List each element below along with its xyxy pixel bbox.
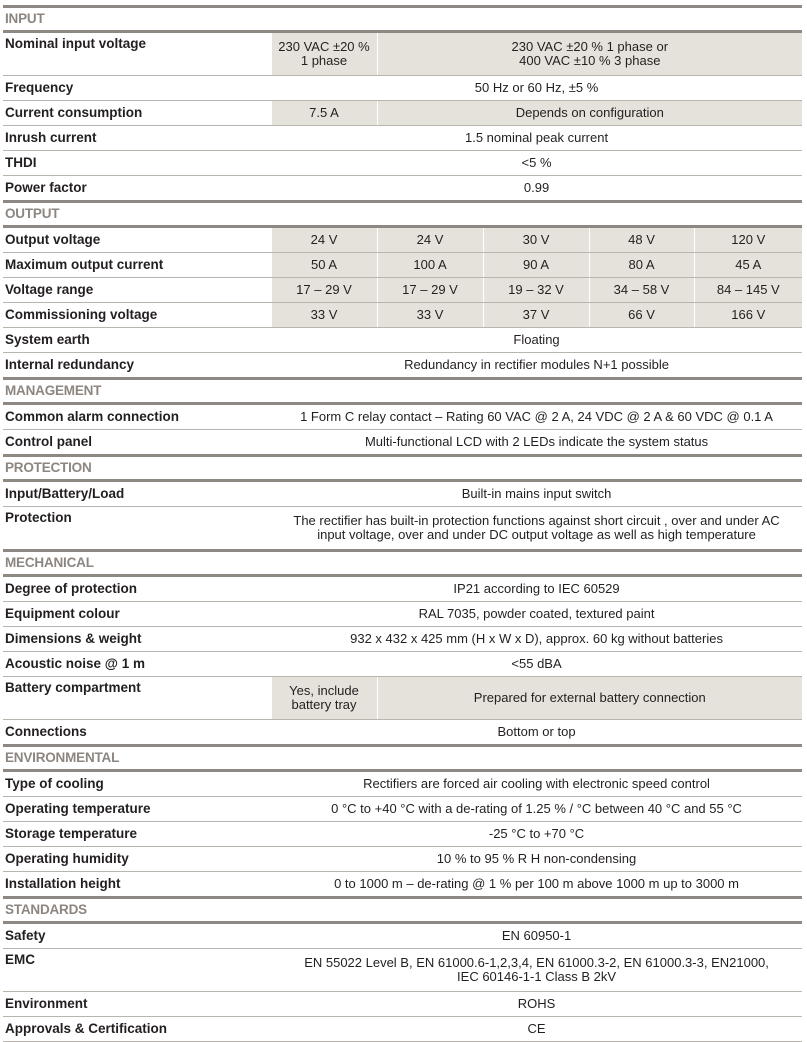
row-value: 10 % to 95 % R H non-condensing [271, 847, 802, 872]
table-row [3, 328, 802, 353]
table-row [3, 303, 802, 328]
row-value: Floating [271, 328, 802, 353]
table-row [3, 278, 802, 303]
table-row [3, 576, 802, 602]
table-row [3, 949, 802, 992]
section-output [3, 202, 802, 227]
row-label: Nominal input voltage [3, 32, 271, 76]
row-label: Safety [3, 923, 271, 949]
row-value: 1.5 nominal peak current [271, 126, 802, 151]
row-value: Multi-functional LCD with 2 LEDs indicate the system status [271, 430, 802, 456]
table-row [3, 992, 802, 1017]
row-value: <55 dBA [271, 652, 802, 677]
row-label: Operating humidity [3, 847, 271, 872]
section-mechanical [3, 551, 802, 576]
row-value: 34 – 58 V [589, 278, 694, 303]
row-label: Equipment colour [3, 602, 271, 627]
section-title: OUTPUT [3, 202, 802, 227]
section-title: INPUT [3, 7, 802, 32]
row-value: 66 V [589, 303, 694, 328]
row-value: Bottom or top [271, 720, 802, 746]
row-label: Internal redundancy [3, 353, 271, 379]
table-row [3, 430, 802, 456]
row-value: <5 % [271, 151, 802, 176]
row-value: 230 VAC ±20 % 1 phase [271, 32, 377, 76]
row-label: Connections [3, 720, 271, 746]
row-label: Type of cooling [3, 771, 271, 797]
row-label: Acoustic noise @ 1 m [3, 652, 271, 677]
table-row [3, 797, 802, 822]
row-value: 100 A [377, 253, 483, 278]
table-row [3, 151, 802, 176]
row-value: -25 °C to +70 °C [271, 822, 802, 847]
row-value: RAL 7035, powder coated, textured paint [271, 602, 802, 627]
table-row [3, 1017, 802, 1042]
spec-table [3, 5, 802, 1042]
table-row [3, 32, 802, 76]
row-label: Commissioning voltage [3, 303, 271, 328]
section-title: PROTECTION [3, 456, 802, 481]
row-value: Yes, include battery tray [271, 677, 377, 720]
row-value: 45 A [694, 253, 802, 278]
row-label: Approvals & Certification [3, 1017, 271, 1042]
row-value: 17 – 29 V [271, 278, 377, 303]
row-label: Storage temperature [3, 822, 271, 847]
table-row [3, 822, 802, 847]
table-row [3, 481, 802, 507]
row-value: CE [271, 1017, 802, 1042]
row-value: 33 V [377, 303, 483, 328]
row-label: Power factor [3, 176, 271, 202]
row-value: 0 °C to +40 °C with a de-rating of 1.25 % / °C between 40 °C and 55 °C [271, 797, 802, 822]
table-row [3, 353, 802, 379]
row-value: 19 – 32 V [483, 278, 589, 303]
row-value: 932 x 432 x 425 mm (H x W x D), approx. 60 kg without batteries [271, 627, 802, 652]
row-label: Degree of protection [3, 576, 271, 602]
table-row [3, 771, 802, 797]
row-value: 0 to 1000 m – de-rating @ 1 % per 100 m above 1000 m up to 3000 m [271, 872, 802, 898]
table-row [3, 677, 802, 720]
row-value: IP21 according to IEC 60529 [271, 576, 802, 602]
row-value: Depends on configuration [377, 101, 802, 126]
row-value: 90 A [483, 253, 589, 278]
row-value: 24 V [271, 227, 377, 253]
row-label: Frequency [3, 76, 271, 101]
row-label: Installation height [3, 872, 271, 898]
row-label: Environment [3, 992, 271, 1017]
table-row [3, 176, 802, 202]
row-value: 37 V [483, 303, 589, 328]
table-row [3, 227, 802, 253]
row-label: Maximum output current [3, 253, 271, 278]
table-row [3, 101, 802, 126]
row-value: 120 V [694, 227, 802, 253]
row-value: 1 Form C relay contact – Rating 60 VAC @ 2 A, 24 VDC @ 2 A & 60 VDC @ 0.1 A [271, 404, 802, 430]
row-label: Operating temperature [3, 797, 271, 822]
row-label: Battery compartment [3, 677, 271, 720]
table-row [3, 507, 802, 551]
row-label: Dimensions & weight [3, 627, 271, 652]
table-row [3, 923, 802, 949]
section-standards [3, 898, 802, 923]
section-title: MECHANICAL [3, 551, 802, 576]
row-label: System earth [3, 328, 271, 353]
row-value: 30 V [483, 227, 589, 253]
row-label: Control panel [3, 430, 271, 456]
row-label: Input/Battery/Load [3, 481, 271, 507]
row-value: 166 V [694, 303, 802, 328]
row-value: EN 55022 Level B, EN 61000.6-1,2,3,4, EN 61000.3-2, EN 61000.3-3, EN21000, IEC 60146-1-1 Class B 2kV [271, 949, 802, 992]
table-row [3, 76, 802, 101]
row-label: Protection [3, 507, 271, 551]
row-value: ROHS [271, 992, 802, 1017]
row-value: 48 V [589, 227, 694, 253]
row-value: 230 VAC ±20 % 1 phase or 400 VAC ±10 % 3 phase [377, 32, 802, 76]
row-value: Built-in mains input switch [271, 481, 802, 507]
row-value: 7.5 A [271, 101, 377, 126]
table-row [3, 602, 802, 627]
section-title: MANAGEMENT [3, 379, 802, 404]
row-value: 84 – 145 V [694, 278, 802, 303]
row-value: 50 Hz or 60 Hz, ±5 % [271, 76, 802, 101]
table-row [3, 872, 802, 898]
row-value: The rectifier has built-in protection functions against short circuit , over and under AC input voltage, over and under DC output voltage as well as high temperature [271, 507, 802, 551]
table-row [3, 126, 802, 151]
section-input [3, 7, 802, 32]
row-value: Prepared for external battery connection [377, 677, 802, 720]
row-label: Current consumption [3, 101, 271, 126]
row-label: Output voltage [3, 227, 271, 253]
section-management [3, 379, 802, 404]
row-label: EMC [3, 949, 271, 992]
table-row [3, 253, 802, 278]
table-row [3, 720, 802, 746]
table-row [3, 847, 802, 872]
row-value: 50 A [271, 253, 377, 278]
row-value: 24 V [377, 227, 483, 253]
table-row [3, 404, 802, 430]
row-value: 80 A [589, 253, 694, 278]
section-protection [3, 456, 802, 481]
row-label: Voltage range [3, 278, 271, 303]
section-environmental [3, 746, 802, 771]
row-value: 33 V [271, 303, 377, 328]
section-title: STANDARDS [3, 898, 802, 923]
row-label: Common alarm connection [3, 404, 271, 430]
row-value: 17 – 29 V [377, 278, 483, 303]
row-value: Redundancy in rectifier modules N+1 possible [271, 353, 802, 379]
row-value: Rectifiers are forced air cooling with electronic speed control [271, 771, 802, 797]
row-value: 0.99 [271, 176, 802, 202]
row-value: EN 60950-1 [271, 923, 802, 949]
section-title: ENVIRONMENTAL [3, 746, 802, 771]
row-label: Inrush current [3, 126, 271, 151]
table-row [3, 627, 802, 652]
table-row [3, 652, 802, 677]
row-label: THDI [3, 151, 271, 176]
